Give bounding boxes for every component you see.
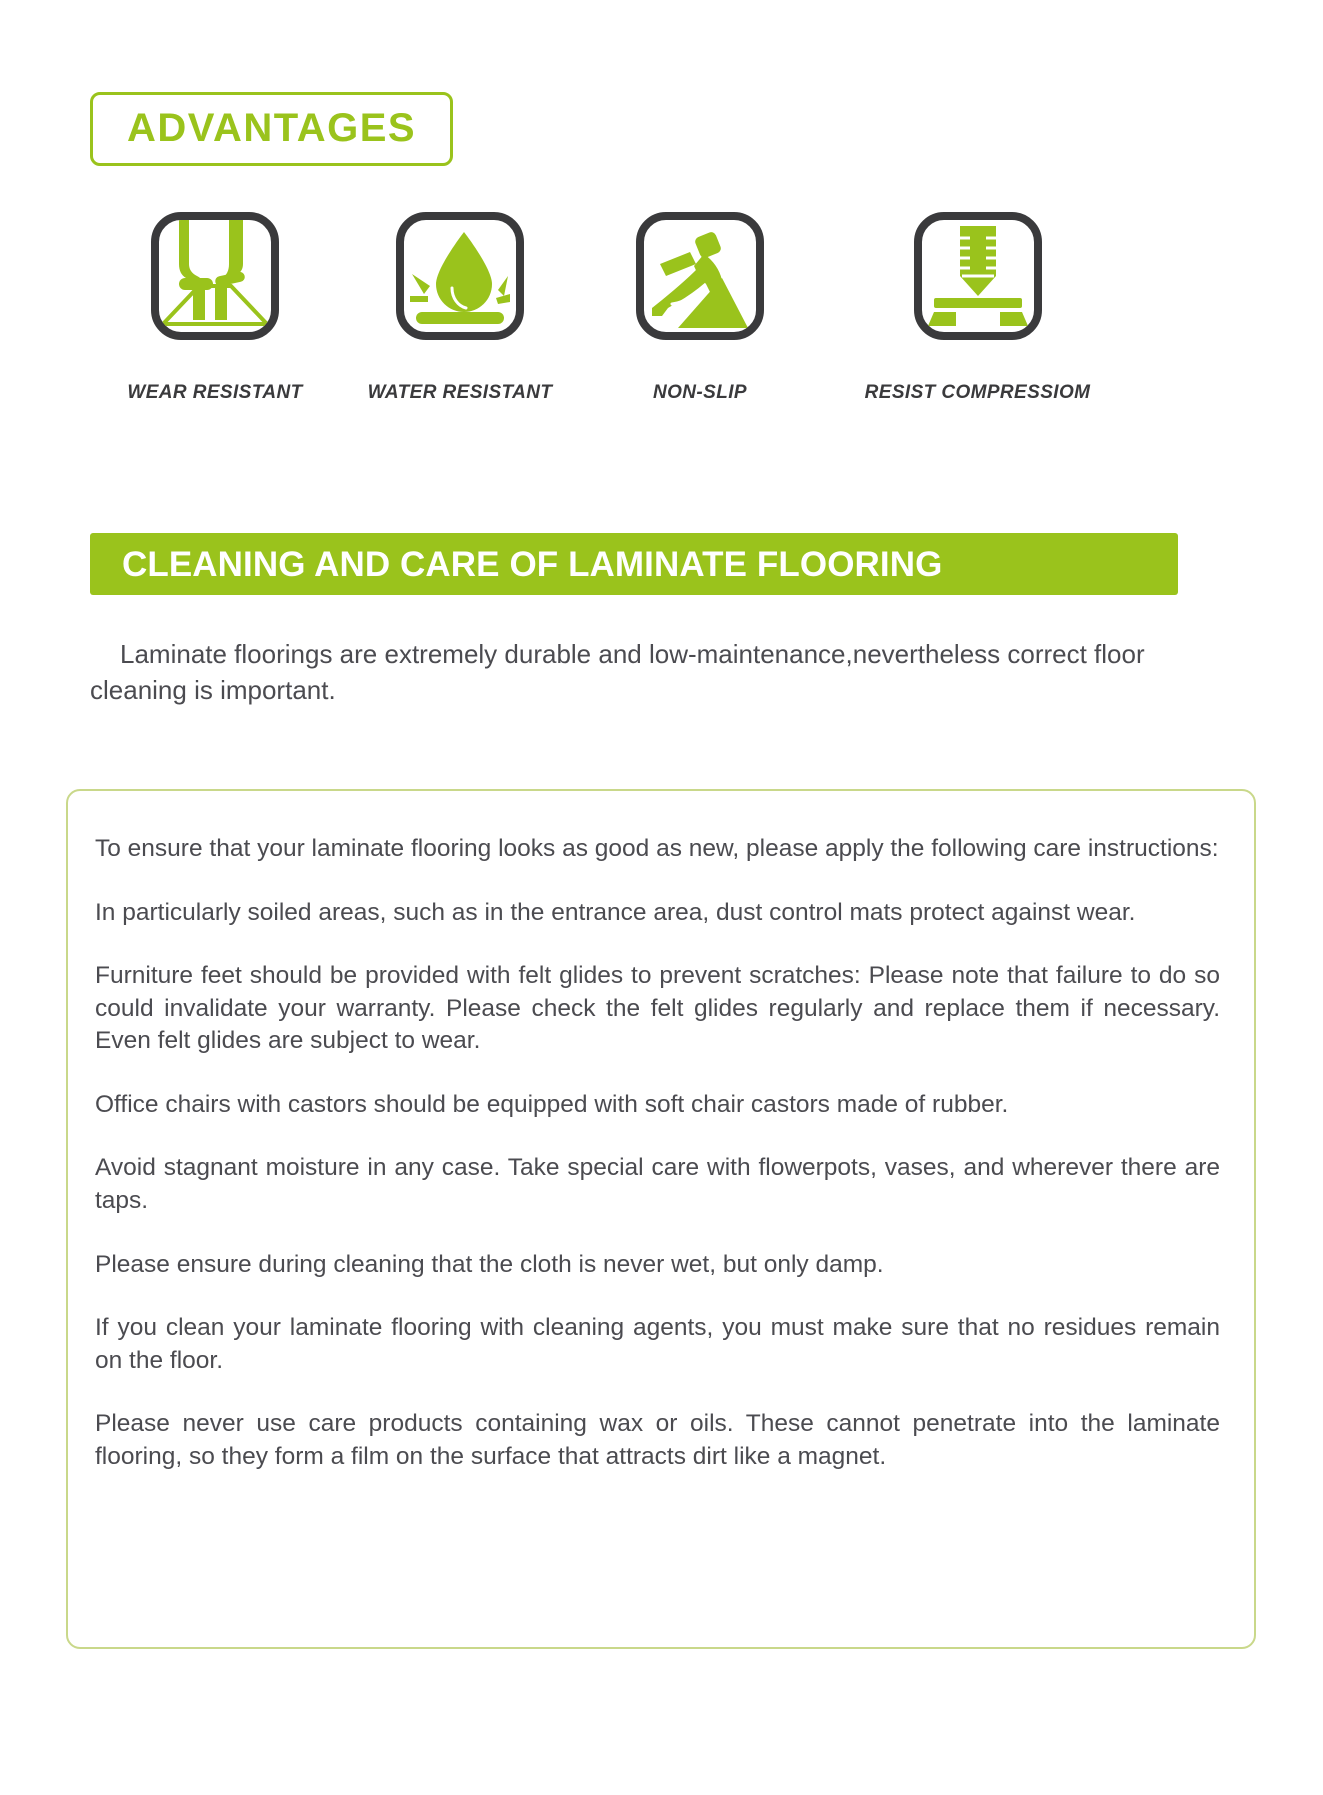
advantages-badge [90,92,453,166]
care-paragraph: Avoid stagnant moisture in any case. Take special care with flowerpots, vases, and wherever there are taps. [95,1154,1220,1215]
care-paragraph: In particularly soiled areas, such as in the entrance area, dust control mats protect against wear. [95,898,1136,926]
advantages-heading [90,92,453,166]
advantages-badge-label: ADVANTAGES [127,106,417,150]
section-intro-paragraph [90,637,1175,709]
advantage-item-wear-resistant [90,212,340,404]
section-intro-text: Laminate floorings are extremely durable and low-maintenance,nevertheless correct floor cleaning is important. [90,639,1145,705]
section-banner [90,533,1178,595]
care-paragraph: If you clean your laminate flooring with cleaning agents, you must make sure that no residues remain on the floor. [95,1314,1220,1374]
care-instructions-box [66,789,1256,1649]
care-paragraph: Office chairs with castors should be equipped with soft chair castors made of rubber. [95,1090,1009,1118]
care-paragraph: To ensure that your laminate flooring looks as good as new, please apply the following care instructions: [95,835,1219,862]
advantage-item-water-resistant [340,212,580,404]
advantage-label: RESIST COMPRESSIOM [864,382,1091,403]
advantages-icon-row [90,212,1135,404]
care-paragraph: Please ensure during cleaning that the cloth is never wet, but only damp. [95,1250,884,1278]
care-paragraph: Furniture feet should be provided with felt glides to prevent scratches: Please note that failure to do so could invalidate your warranty. Please check the felt glides regularly and replace them if necessary. Even felt glides are subject to wear. [95,962,1220,1055]
care-instructions-content [68,791,1254,1474]
advantage-label: WEAR RESISTANT [127,382,303,403]
advantage-label: WATER RESISTANT [367,382,553,403]
advantage-item-non-slip [580,212,820,404]
advantage-label: NON-SLIP [653,382,747,403]
non-slip-icon [636,212,764,340]
care-paragraph: Please never use care products containing wax or oils. These cannot penetrate into the laminate flooring, so they form a film on the surface that attracts dirt like a magnet. [95,1410,1220,1470]
section-banner-title: CLEANING AND CARE OF LAMINATE FLOORING [122,544,943,584]
advantage-item-resist-compression [820,212,1135,404]
resist-compression-icon [914,212,1042,340]
wear-resistant-icon [151,212,279,340]
water-resistant-icon [396,212,524,340]
